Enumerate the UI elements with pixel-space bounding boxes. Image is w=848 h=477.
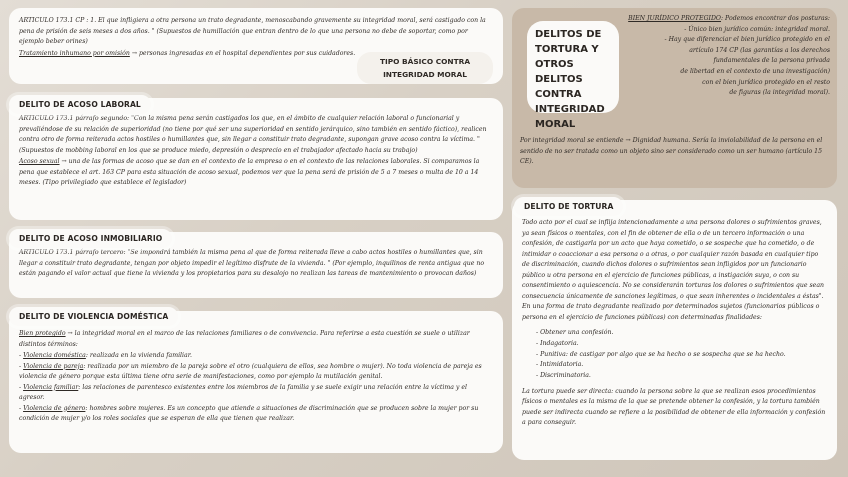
acoso-inmobiliario-text: ARTICULO 173.1 párrafo tercero: "Se impondrá también la misma pena al que de forma reiterada lleve a cabo actos hostiles o humillantes que, sin llegar a constituir trato degradante, tengan por objeto impedir el legítimo disfrute de la vivienda. " (Por ejemplo, inquilinos de renta antigua que no están pagando el valor actual que tiene la vivienda y los propietarios para su desalojo no realizan las tareas de mantenimiento o provocan daños)	[19, 249, 485, 277]
bien-protegido-line	[19, 329, 493, 350]
trato-inhumano-label: Tratamiento inhumano por omisión	[19, 49, 130, 57]
tortura-list	[536, 328, 827, 382]
list-item	[19, 351, 493, 362]
bien-juridico-text: : Podemos encontrar dos posturas:	[721, 15, 830, 22]
violencia-item-text: : realizada por un miembro de la pareja sobre el otro (cualquiera de ellos, sea hombre o mujer). No toda violencia de pareja es violencia de género porque esta última tiene otra serie de manifestaciones, como por ejemplo la mutilación genital.	[19, 362, 482, 380]
list-item	[19, 362, 493, 383]
bien-juridico-line	[622, 14, 830, 25]
bien-juridico-text: fundamentales de la persona privada	[713, 57, 830, 65]
violencia-item-label: Violencia doméstica	[23, 352, 86, 359]
list-item: - Indagatoria.	[536, 339, 827, 350]
acoso-laboral-card	[9, 98, 503, 220]
violencia-item-label: Violencia de pareja	[23, 362, 84, 370]
list-item	[19, 383, 493, 404]
violencia-item-text: : realizada en la vivienda familiar.	[85, 352, 192, 359]
bien-protegido-label: Bien protegido	[19, 330, 66, 337]
tortura-card	[512, 200, 837, 460]
tipo-basico-label: TIPO BÁSICO CONTRA INTEGRIDAD MORAL	[357, 52, 493, 84]
tortura-title: DELITO DE TORTURA	[514, 197, 623, 216]
bien-juridico-text: artículo 174 CP (las garantías a los derechos	[689, 46, 830, 54]
violencia-item-label: Violencia familiar	[23, 383, 79, 391]
violencia-domestica-card	[9, 311, 503, 453]
list-item	[19, 404, 493, 425]
bien-juridico-text: - Hay que diferenciar el bien jurídico protegido en el	[664, 36, 830, 44]
violencia-item-label: Violencia de género	[23, 404, 86, 412]
bien-juridico-text: - Único bien jurídico común: integridad moral.	[684, 25, 830, 33]
integridad-moral-definition: Por integridad moral se entiende → Dignidad humana. Sería la inviolabilidad de la persona en el sentido de no ser tratada como un objeto sino ser considerado como un ser humano (artículo 15 CE).	[520, 137, 823, 166]
bien-juridico-text: de figuras (la integridad moral).	[729, 89, 830, 97]
violencia-list	[19, 351, 493, 425]
trato-inhumano-text: → personas ingresadas en el hospital dependientes por sus cuidadores.	[131, 49, 356, 57]
violencia-item-text: : las relaciones de parentesco existentes entre los miembros de la familia y se suele exigir una relación entre la víctima y el agresor.	[19, 383, 467, 401]
list-item: - Intimidatoria.	[536, 360, 827, 371]
acoso-sexual-line	[19, 157, 493, 189]
acoso-sexual-text: → una de las formas de acoso que se dan en el contexto de la empresa o en el contexto de las relaciones laborales. Si comparamos la pena que establece el art. 163 CP para esta situación de acoso sexual, podemos ver que la pena será de prisión de 5 a 7 meses o multa de 10 a 14 meses. (Tipo privilegiado que establece el legislador)	[19, 158, 480, 186]
bien-juridico-text: de libertad en el contexto de una investigación)	[680, 67, 830, 75]
contra-integridad-title: DELITOS DE TORTURA Y OTROS DELITOS CONTRA INTEGRIDAD MORAL	[527, 21, 619, 113]
acoso-inmobiliario-title: DELITO DE ACOSO INMOBILIARIO	[9, 229, 172, 248]
bien-juridico-text: con el bien jurídico protegido en el resto	[702, 78, 830, 86]
acoso-laboral-title: DELITO DE ACOSO LABORAL	[9, 95, 151, 114]
list-item: - Punitiva: de castigar por algo que se ha hecho o se sospecha que se ha hecho.	[536, 350, 827, 361]
bien-juridico-block	[622, 14, 830, 99]
acoso-sexual-label: Acoso sexual	[19, 158, 60, 165]
article-173-1-text: ARTICULO 173.1 CP : 1. El que infligiera a otra persona un trato degradante, menoscabando gravemente su integridad moral, será castigado con la pena de prisión de seis meses a dos años. " (Supuestos de humillación que entran dentro de lo que una persona no debe de soportar, como por ejemplo beber orines)	[19, 17, 486, 45]
bien-juridico-label: BIEN JURÍDICO PROTEGIDO	[628, 15, 721, 22]
list-item: - Discriminatoria.	[536, 371, 827, 382]
list-item: - Obtener una confesión.	[536, 328, 827, 339]
bien-protegido-text: → la integridad moral en el marco de las relaciones familiares o de convivencia. Para referirse a esta cuestión se suele o utilizar distintos términos:	[19, 330, 470, 348]
violencia-domestica-title: DELITO DE VIOLENCIA DOMÉSTICA	[9, 307, 178, 326]
tortura-text: Todo acto por el cual se inflija intencionadamente a una persona dolores o sufrimientos graves, ya sean físicos o mentales, con el fin de obtener de ella o de un tercero información o una confesión, de castigarla por un acto que haya cometido, o se sospeche que ha cometido, o de intimidar o coaccionar a esa persona o a otras, o por cualquier razón basada en cualquier tipo de discriminación, cuando dichos dolores o sufrimientos sean infligidos por un funcionario público u otra persona en el ejercicio de funciones públicas, a instigación suya, o con su consentimiento o aquiescencia. No se considerarán torturas los dolores o sufrimientos que sean consecuencia únicamente de sanciones legítimas, o que sean inherentes o incidentales a éstas". En una forma de trato degradante realizado por determinados sujetos (funcionarios públicos o persona en el ejercicio de funciones públicas) con determinadas finalidades:	[522, 219, 825, 321]
violencia-item-text: : hombres sobre mujeres. Es un concepto que atiende a situaciones de discriminación que se producen sobre la mujer por su condición de mujer y/o los roles sociales que se esperan de ella que tienen que realizar.	[19, 404, 479, 422]
acoso-laboral-text: ARTICULO 173.1 párrafo segundo: "Con la misma pena serán castigados los que, en el ámbito de cualquier relación laboral o funcionarial y prevaliéndose de su relación de superioridad (no tiene por qué ser una superioridad en sentido jerárquico, sino también en sentido fáctico), realicen contra otro de forma reiterada actos hostiles o humillantes que, sin llegar a constituir trato degradante, supongan grave acoso contra la víctima. " (Supuestos de mobbing laboral en los que se produce miedo, depresión o desprecio en el trabajador afectado hacia su trabajo)	[19, 115, 487, 154]
tortura-footer: La tortura puede ser directa: cuando la persona sobre la que se realizan esos procedimientos físicos o mentales es la misma de la que se pretende obtener la confesión, y la tortura también puede ser indirecta cuando se refiere a la posibilidad de obtener de ella información y confesión a para conseguir.	[522, 387, 826, 427]
